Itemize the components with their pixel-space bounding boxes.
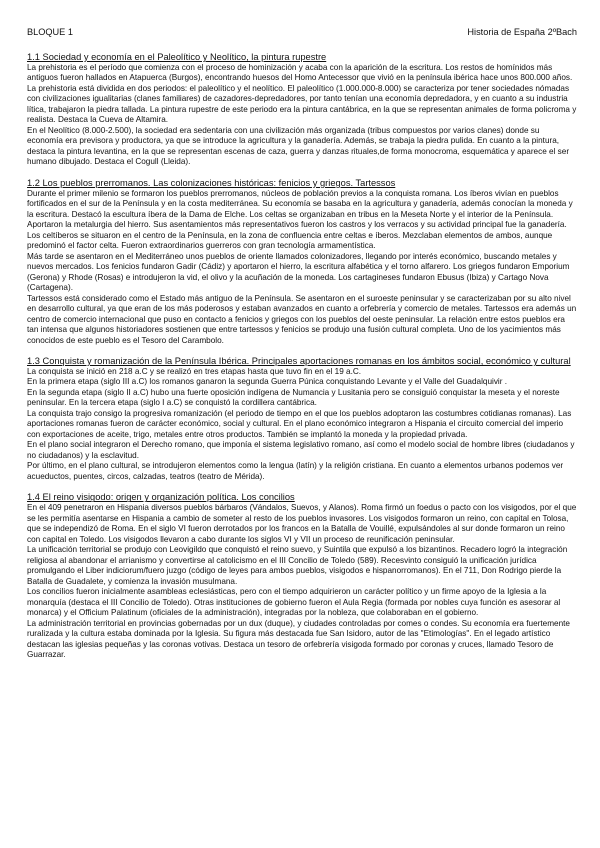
paragraph: Los concilios fueron inicialmente asambleas eclesiásticas, pero con el tiempo adquirieron un carácter político y un firme apoyo de la Iglesia a la monarquía (destaca el III Concilio de Toledo). Otras instituciones de gobierno fueron el Aula Regia (formada por nobles cuya función es asesorar al monarca) y el Officium Palatinum (oficiales de la administración), integradas por la nobleza, que colaboraban en el gobierno.: [27, 587, 561, 618]
paragraph: En la segunda etapa (siglo II a.C) hubo una fuerte oposición indígena de Numancia y Lusitania pero se consiguió conquistar la meseta y el noreste peninsular. En la tercera etapa (siglo I a.C) se conquistó la cordillera cantábrica.: [27, 387, 560, 408]
paragraph: En el Neolítico (8.000-2.500), la sociedad era sedentaria con una civilización más organizada (tribus compuestos por varios clanes) donde su economía era previsora y productora, ya que se introduce la agricultura y la ganadería. Además, se trabaja la piedra pulida. En cuanto a la pintura, destaca la pintura levantina, en la que se representan escenas de caza, guerra y danzas rituales,de forma monocroma, esquemática y aparece el ser humano dibujado. Destaca el Cogull (Lleida).: [27, 125, 570, 167]
paragraph: La prehistoria es el período que comienza con el proceso de hominización y acaba con la aparición de la escritura. Los restos de homínidos más antiguos fueron hallados en Atapuerca (Burgos), encontrando huesos del Homo Antecessor que vivió en la península ibérica hace unos 800.000 años. La prehistoria está dividida en dos periodos: el paleolítico y el neolítico. El paleolítico (1.000.000-8.000) se caracteriza por tener sociedades nómadas con civilizaciones igualitarias (clanes familiares) de cazadores-depredadores, por tanto tenían una economía depredadora, y en cuanto a su industria lítica, trabajaron la piedra tallada. La pintura rupestre de este periodo era la pintura cantábrica, en la que se representan animales de forma policroma y realista. Destaca la Cueva de Altamira.: [27, 62, 577, 125]
paragraph: En el plano social integraron el Derecho romano, que imponía el sistema legislativo romano, así como el modelo social de hombre libres (ciudadanos y no ciudadanos) y la esclavitud.: [27, 440, 575, 460]
section-1-2: [27, 178, 577, 346]
page-header: [27, 27, 577, 38]
paragraph: Por último, en el plano cultural, se introdujeron elementos como la lengua (latín) y la religión cristiana. En cuanto a elementos urbanos podemos ver acueductos, puentes, circos, calzadas, teatros (teatro de Mérida).: [27, 461, 564, 481]
section-title: 1.4 El reino visigodo: origen y organización política. Los concilios: [27, 492, 295, 503]
paragraph: Tartessos está considerado como el Estado más antiguo de la Península. Se asentaron en el suroeste peninsular y se caracterizaban por su alto nivel en desarrollo cultural, ya que eran de los más poderosos y estaban avanzados en cuanto a orfebrería y comercio de metales. Tartessos era además un centro de comercio internacional que puso en contacto a fenicios y griegos con los pueblos del oeste peninsular. La relación entre estos pueblos era tan intensa que algunos historiadores sostienen que entre tartessos y fenicios se produjo una fusión cultural completa. Uno de los yacimientos más conocidos de este pueblo es el Tesoro del Carambolo.: [27, 293, 577, 345]
paragraph: En la primera etapa (siglo III a.C) los romanos ganaron la segunda Guerra Púnica conquistando Levante y el Valle del Guadalquivir .: [27, 377, 508, 387]
paragraph: Más tarde se asentaron en el Mediterráneo unos pueblos de oriente llamados colonizadores, llegando por interés económico, buscando metales y nuevos mercados. Los fenicios fundaron Gadir (Cádiz) y aportaron el hierro, la escritura alfabética y el torno alfarero. Los griegos fundaron Emporium (Gerona) y Rhode (Rosas) e introdujeron la vid, el olivo y la acuñación de la moneda. Los cartagineses fundaron Ebusus (Ibiza) y Cartago Nova (Cartagena).: [27, 251, 570, 293]
section-1-3: [27, 356, 577, 482]
section-title: 1.3 Conquista y romanización de la Península Ibérica. Principales aportaciones romanas en los ámbitos social, económico y cultural: [27, 356, 571, 367]
header-right: Historia de España 2ºBach: [467, 27, 577, 37]
header-left: BLOQUE 1: [27, 27, 73, 37]
section-1-1: [27, 52, 577, 168]
paragraph: En el 409 penetraron en Hispania diversos pueblos bárbaros (Vándalos, Suevos, y Alanos). Roma firmó un foedus o pacto con los visigodos, por el que se les permitía asentarse en Hispania a cambio de someter al resto de los pueblos invasores. Los visigodos formaron un reino, con capital en Tolosa, que se independizó de Roma. En el siglo VI fueron derrotados por los francos en la Batalla de Vouillé, expulsándoles al sur donde formaron un reino con capital en Toledo. Los visigodos llevaron a cabo durante los siglos VI y VII un proceso de reunificación peninsular.: [27, 503, 577, 544]
section-1-4: [27, 492, 577, 660]
paragraph: La conquista se inició en 218 a.C y se realizó en tres etapas hasta que tuvo fin en el 19 a.C.: [27, 366, 362, 376]
paragraph: Durante el primer milenio se formaron los pueblos prerromanos, núcleos de población previos a la conquista romana. Los íberos vivían en pueblos fortificados en el sur de la Península y en la costa mediterránea. Su economía se basaba en la agricultura y ganadería, además conocían la moneda y la escritura. Destacó la escultura íbera de la Dama de Elche. Los celtas se organizaban en tribus en la Meseta Norte y el interior de la Península. Aportaron la metalurgia del hierro. Sus asentamientos más representativos fueron los castros y los verracos y su actividad principal fue la ganadería. Los celtíberos se situaron en el centro de la Península, en la zona de confluencia entre celtas e íberos. Mezclaban elementos de ambos, aunque predominó el factor celta. Fueron extraordinarios guerreros con gran tecnología armamentística.: [27, 188, 573, 251]
paragraph: La administración territorial en provincias gobernadas por un dux (duque), y ciudades controladas por comes o condes. Su economía era fuertemente ruralizada y la cultura estaba dominada por la Iglesia. Su figura más destacada fue San Isidoro, autor de las "Etimologías". En el legado artístico destacan las iglesias pequeñas y las coronas votivas. Destaca un tesoro de orfebrería visigoda formado por coronas y cruces, llamado Tesoro de Guarrazar.: [27, 618, 570, 660]
paragraph: La unificación territorial se produjo con Leovigildo que conquistó el reino suevo, y Suintila que expulsó a los bizantinos. Recadero logró la integración religiosa al abandonar el arrianismo y convertirse al catolicismo en el III Concilio de Toledo (589). Recesvinto consiguió la unificación jurídica promulgando el Liber indiciorum/fuero juzgo (código de leyes para ambos pueblos, visigodos e hispanorromanos). En el 711, Don Rodrigo pierde la Batalla de Guadalete, y comienza la invasión musulmana.: [27, 545, 568, 586]
section-title: 1.1 Sociedad y economía en el Paleolítico y Neolítico, la pintura rupestre: [27, 52, 327, 62]
paragraph: La conquista trajo consigo la progresiva romanización (el periodo de tiempo en el que los pueblos adoptaron las costumbres cotidianas romanas). Las aportaciones romanas fueron de carácter económico, social y cultural. En el plano económico integraron a Hispania el circuito comercial del imperio con exportaciones de aceite, trigo, metales entre otros productos. También se implantó la moneda y la propiedad privada.: [27, 408, 572, 439]
section-title: 1.2 Los pueblos prerromanos. Las colonizaciones históricas: fenicios y griegos. Tartessos: [27, 177, 396, 188]
